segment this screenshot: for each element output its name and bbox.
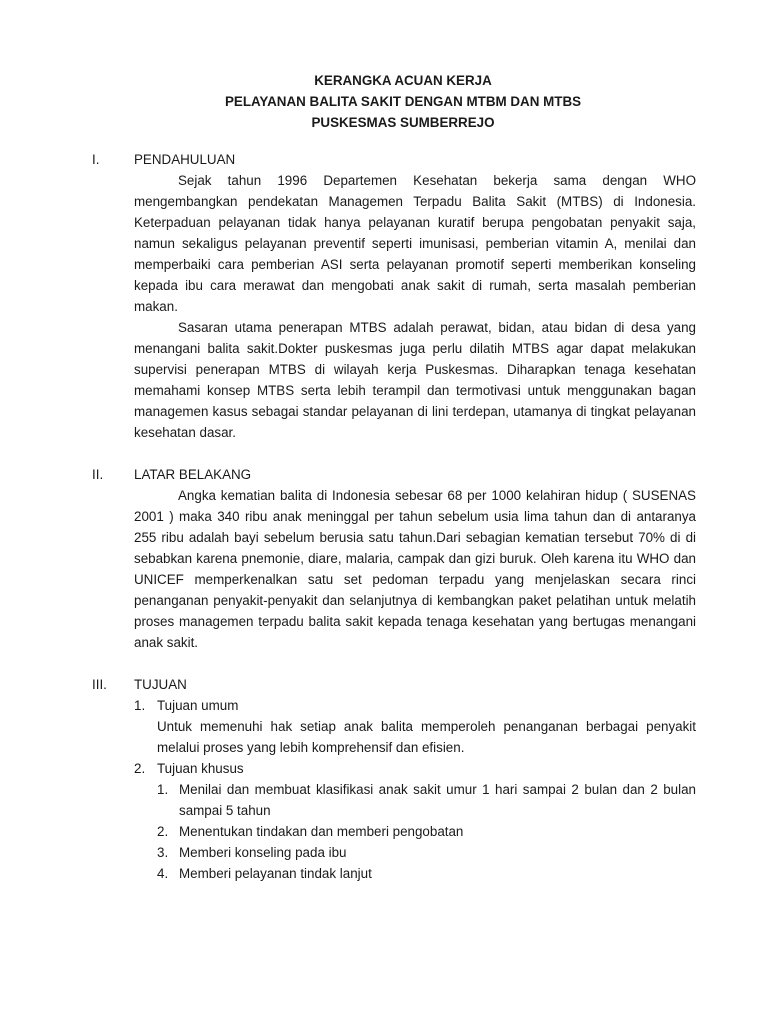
- list-item: [134, 758, 696, 884]
- section-number: I.: [92, 152, 100, 167]
- section-number: II.: [92, 467, 104, 482]
- list-item-number: 2.: [134, 761, 146, 776]
- objectives-list: [134, 695, 696, 884]
- sub-list-item-text: Menilai dan membuat klasifikasi anak sakit umur 1 hari sampai 2 bulan dan 2 bulan sampai 5 tahun: [179, 782, 696, 818]
- sub-list-item-number: 4.: [157, 866, 169, 881]
- list-item-number: 1.: [134, 698, 146, 713]
- sub-list-item: [157, 842, 696, 863]
- sub-list-item-number: 3.: [157, 845, 169, 860]
- section-title: PENDAHULUAN: [134, 152, 236, 167]
- section-number: III.: [92, 677, 107, 692]
- sub-list: [157, 779, 696, 884]
- sub-list-item: [157, 863, 696, 884]
- section-body: [134, 170, 696, 443]
- sub-list-item-number: 1.: [157, 782, 169, 797]
- sub-list-item: [157, 821, 696, 842]
- title-line-3: PUSKESMAS SUMBERREJO: [311, 115, 495, 130]
- section-heading: [92, 149, 696, 170]
- list-item-text: Untuk memenuhi hak setiap anak balita memperoleh penanganan berbagai penyakit melalui proses yang lebih komprehensif dan efisien.: [157, 719, 696, 755]
- sub-list-item: [157, 779, 696, 821]
- section-heading: [92, 674, 696, 695]
- sub-list-item-text: Menentukan tindakan dan memberi pengobatan: [179, 824, 464, 839]
- sub-list-item-text: Memberi konseling pada ibu: [179, 845, 347, 860]
- section-title: TUJUAN: [134, 677, 187, 692]
- section-latar-belakang: [92, 464, 696, 653]
- list-item-label: Tujuan khusus: [157, 761, 244, 776]
- document-title: [92, 70, 696, 133]
- section-tujuan: [92, 674, 696, 884]
- sub-list-item-number: 2.: [157, 824, 169, 839]
- sub-list-item-text: Memberi pelayanan tindak lanjut: [179, 866, 372, 881]
- paragraph: Sejak tahun 1996 Departemen Kesehatan bekerja sama dengan WHO mengembangkan pendekatan Managemen Terpadu Balita Sakit (MTBS) di Indonesia. Keterpaduan pelayanan tidak hanya pelayanan kuratif berupa pengobatan penyakit saja, namun sekaligus pelayanan preventif seperti imunisasi, pemberian vitamin A, menilai dan memperbaiki cara pemberian ASI serta pelayanan promotif seperti memberikan konseling kepada ibu cara merawat dan mengobati anak sakit di rumah, serta masalah pemberian makan.: [134, 173, 696, 314]
- section-pendahuluan: [92, 149, 696, 443]
- paragraph: Sasaran utama penerapan MTBS adalah perawat, bidan, atau bidan di desa yang menangani balita sakit.Dokter puskesmas juga perlu dilatih MTBS agar dapat melakukan supervisi penerapan MTBS di wilayah kerja Puskesmas. Diharapkan tenaga kesehatan memahami konsep MTBS serta lebih terampil dan termotivasi untuk menggunakan bagan managemen kasus sebagai standar pelayanan di lini terdepan, utamanya di tingkat pelayanan kesehatan dasar.: [134, 320, 696, 440]
- section-title: LATAR BELAKANG: [134, 467, 252, 482]
- list-item: [134, 695, 696, 758]
- title-line-2: PELAYANAN BALITA SAKIT DENGAN MTBM DAN MTBS: [224, 94, 582, 109]
- title-line-1: KERANGKA ACUAN KERJA: [314, 73, 492, 88]
- paragraph: Angka kematian balita di Indonesia sebesar 68 per 1000 kelahiran hidup ( SUSENAS 2001 ) maka 340 ribu anak meninggal per tahun sebelum usia lima tahun dan di antaranya 255 ribu adalah bayi sebelum berusia satu tahun.Dari sebagian kematian tersebut 70% di di sebabkan karena pnemonie, diare, malaria, campak dan gizi buruk. Oleh karena itu WHO dan UNICEF memperkenalkan satu set pedoman terpadu yang menjelaskan secara rinci penanganan penyakit-penyakit dan selanjutnya di kembangkan paket pelatihan untuk melatih proses managemen terpadu balita sakit kepada tenaga kesehatan yang bertugas menangani anak sakit.: [134, 488, 696, 650]
- section-body: [134, 485, 696, 653]
- list-item-label: Tujuan umum: [157, 698, 239, 713]
- section-heading: [92, 464, 696, 485]
